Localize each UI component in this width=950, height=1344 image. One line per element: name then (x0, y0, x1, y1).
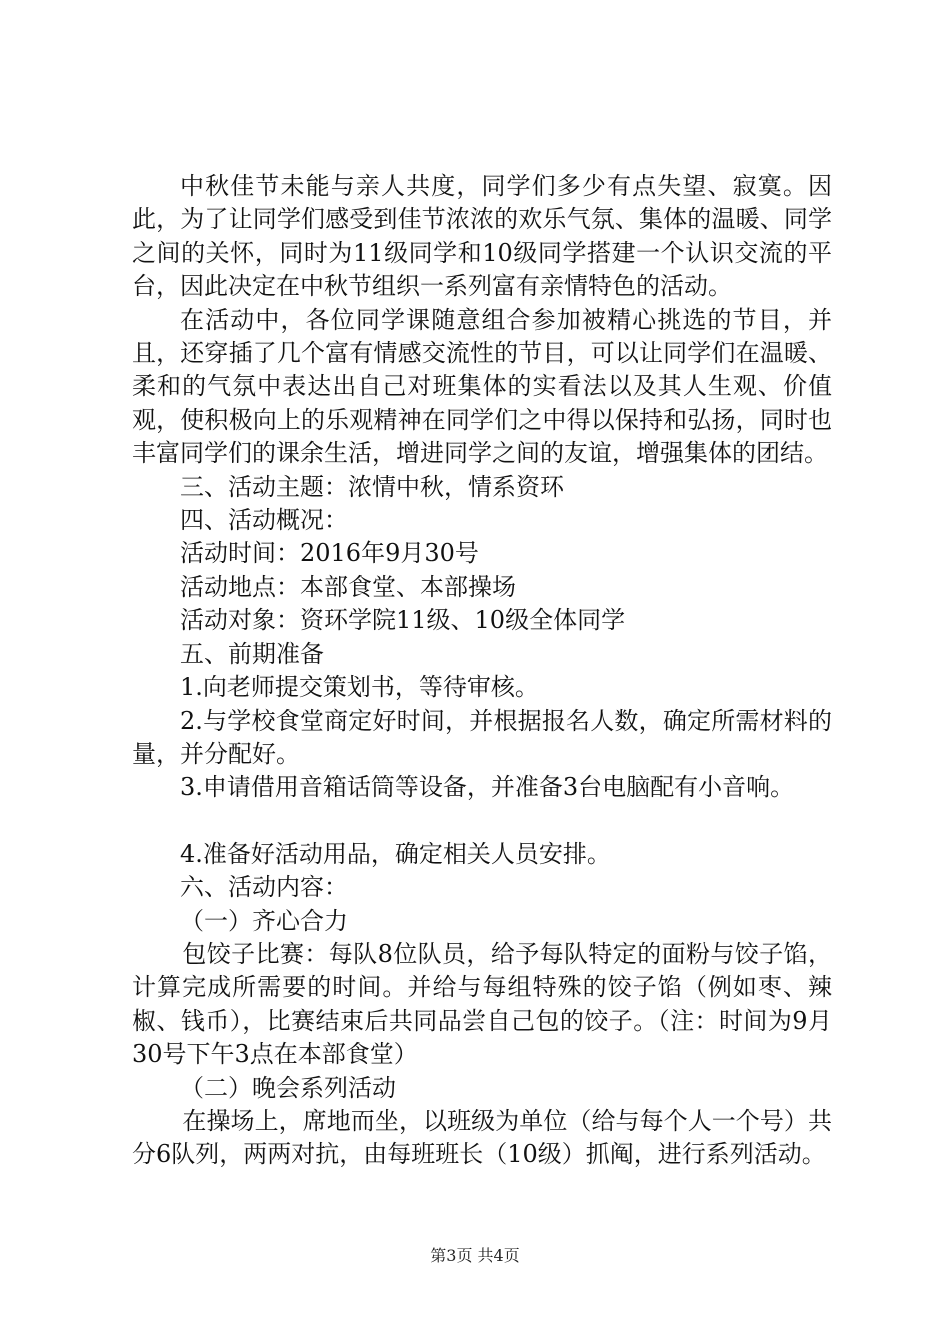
blank-line (132, 805, 832, 838)
paragraph-intro: 中秋佳节未能与亲人共度，同学们多少有点失望、寂寞。因此，为了让同学们感受到佳节浓浓的欢乐气氛、集体的温暖、同学之间的关怀，同时为11级同学和10级同学搭建一个认识交流的平台，因此决定在中秋节组织一系列富有亲情特色的活动。 (132, 172, 832, 301)
paragraph-dumpling-contest: 包饺子比赛：每队8位队员，给予每队特定的面粉与饺子馅，计算完成所需要的时间。并给与每组特殊的饺子馅（例如枣、辣椒、钱币），比赛结束后共同品尝自己包的饺子。（注：时间为9月30号下午3点在本部食堂） (132, 939, 832, 1069)
prep-item-2: 2.与学校食堂商定好时间，并根据报名人数，确定所需材料的量，并分配好。 (132, 706, 832, 768)
prep-item-1: 1.向老师提交策划书，等待审核。 (180, 673, 539, 702)
activity-participants: 活动对象：资环学院11级、10级全体同学 (180, 606, 626, 635)
activity-time: 活动时间：2016年9月30号 (180, 539, 479, 568)
heading-preparation: 五、前期准备 (180, 639, 324, 668)
document-body (132, 170, 832, 1172)
paragraph-playground-activities: 在操场上，席地而坐，以班级为单位（给与每个人一个号）共分6队列，两两对抗，由每班班长（10级）抓阄，进行系列活动。 (132, 1106, 832, 1169)
prep-item-3: 3.申请借用音箱话筒等设备，并准备3台电脑配有小音响。 (180, 773, 795, 802)
activity-location: 活动地点：本部食堂、本部操场 (180, 572, 516, 601)
heading-overview: 四、活动概况： (180, 506, 348, 535)
subheading-evening-activities: （二）晚会系列活动 (180, 1073, 396, 1102)
page-number-footer: 第3页 共4页 (430, 1246, 520, 1265)
prep-item-4: 4.准备好活动用品，确定相关人员安排。 (180, 839, 611, 868)
paragraph-activity-description: 在活动中，各位同学课随意组合参加被精心挑选的节目，并且，还穿插了几个富有情感交流性的节目，可以让同学们在温暖、柔和的气氛中表达出自己对班集体的实看法以及其人生观、价值观，使积极向上的乐观精神在同学们之中得以保持和弘扬，同时也丰富同学们的课余生活，增进同学之间的友谊，增强集体的团结。 (132, 305, 832, 468)
subheading-teamwork: （一）齐心合力 (180, 906, 348, 935)
heading-content: 六、活动内容： (180, 873, 348, 902)
heading-theme: 三、活动主题：浓情中秋，情系资环 (180, 472, 564, 501)
